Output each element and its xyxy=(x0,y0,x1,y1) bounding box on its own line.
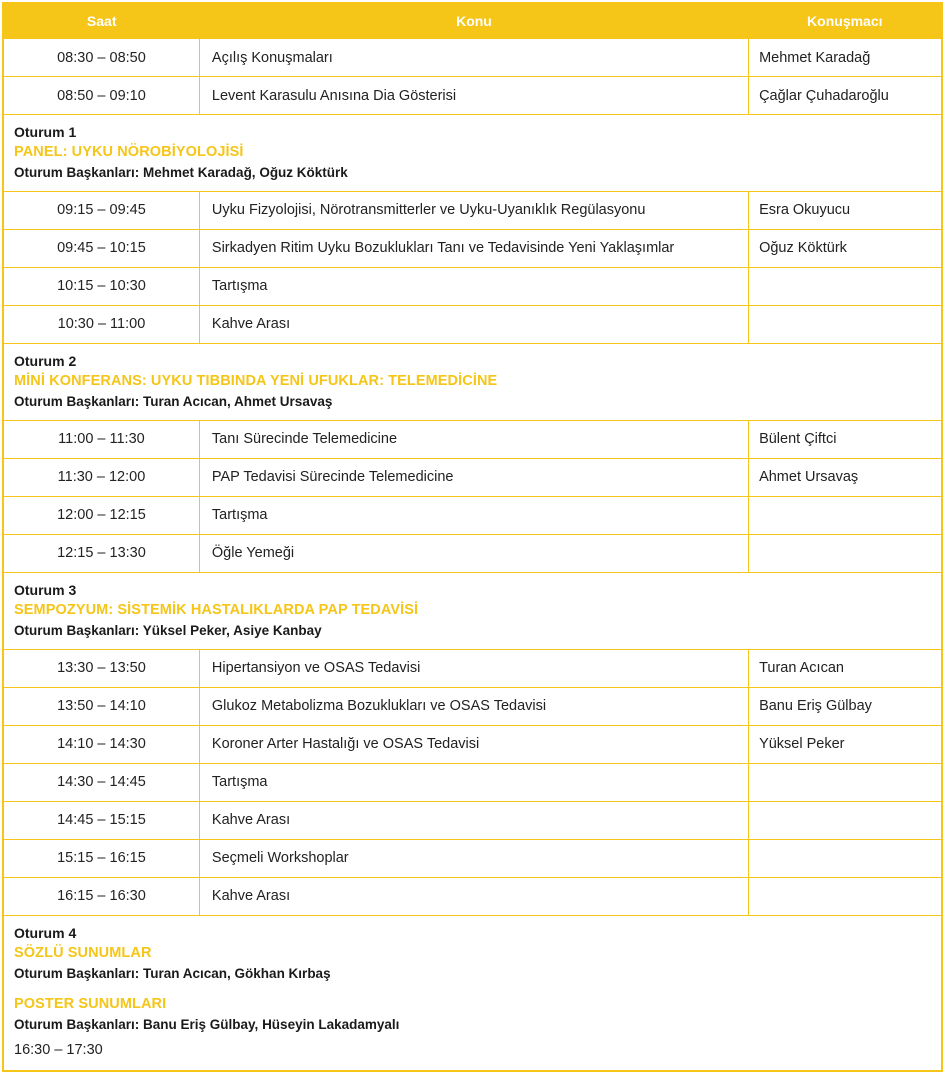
cell-time: 14:30 – 14:45 xyxy=(3,763,199,801)
table-header xyxy=(3,3,942,39)
session-number: Oturum 4 xyxy=(14,924,77,941)
cell-time: 11:30 – 12:00 xyxy=(3,458,199,496)
session-spacer xyxy=(14,984,931,994)
cell-speaker: Yüksel Peker xyxy=(749,725,942,763)
table-row xyxy=(3,39,942,77)
session-number: Oturum 2 xyxy=(14,352,77,369)
cell-time: 15:15 – 16:15 xyxy=(3,839,199,877)
session-chairs-secondary: Oturum Başkanları: Banu Eriş Gülbay, Hüseyin Lakadamyalı xyxy=(14,1016,400,1032)
cell-topic: Tanı Sürecinde Telemedicine xyxy=(199,420,748,458)
table-row xyxy=(3,496,942,534)
cell-time: 14:45 – 15:15 xyxy=(3,801,199,839)
cell-time: 16:15 – 16:30 xyxy=(3,877,199,915)
cell-speaker: Çağlar Çuhadaroğlu xyxy=(749,77,942,115)
session-header-cell xyxy=(3,572,942,649)
cell-time: 09:15 – 09:45 xyxy=(3,191,199,229)
table-row xyxy=(3,839,942,877)
cell-time: 12:00 – 12:15 xyxy=(3,496,199,534)
session-title: SÖZLÜ SUNUMLAR xyxy=(14,944,152,961)
column-header-time: Saat xyxy=(3,3,199,39)
cell-time: 08:50 – 09:10 xyxy=(3,77,199,115)
cell-topic: Kahve Arası xyxy=(199,877,748,915)
cell-topic: Sirkadyen Ritim Uyku Bozuklukları Tanı ve Tedavisinde Yeni Yaklaşımlar xyxy=(199,229,748,267)
session-chairs: Oturum Başkanları: Mehmet Karadağ, Oğuz Köktürk xyxy=(14,165,348,181)
table-row xyxy=(3,305,942,343)
table-row xyxy=(3,801,942,839)
cell-time: 13:50 – 14:10 xyxy=(3,687,199,725)
session-header-cell xyxy=(3,343,942,420)
cell-topic: Glukoz Metabolizma Bozuklukları ve OSAS Tedavisi xyxy=(199,687,748,725)
cell-time: 11:00 – 11:30 xyxy=(3,420,199,458)
cell-topic: Levent Karasulu Anısına Dia Gösterisi xyxy=(199,77,748,115)
cell-speaker: Esra Okuyucu xyxy=(749,191,942,229)
cell-speaker: Banu Eriş Gülbay xyxy=(749,687,942,725)
table-row xyxy=(3,534,942,572)
cell-speaker xyxy=(749,534,942,572)
cell-topic: Tartışma xyxy=(199,763,748,801)
session-time: 16:30 – 17:30 xyxy=(14,1042,103,1059)
cell-time: 08:30 – 08:50 xyxy=(3,39,199,77)
session-title: MİNİ KONFERANS: UYKU TIBBINDA YENİ UFUKLAR: TELEMEDİCİNE xyxy=(14,373,498,390)
cell-time: 13:30 – 13:50 xyxy=(3,649,199,687)
session-header-cell xyxy=(3,915,942,1071)
cell-topic: Tartışma xyxy=(199,496,748,534)
table-row xyxy=(3,725,942,763)
session-chairs: Oturum Başkanları: Yüksel Peker, Asiye Kanbay xyxy=(14,623,322,639)
cell-speaker xyxy=(749,839,942,877)
schedule-table xyxy=(2,2,943,1072)
schedule-page xyxy=(0,2,945,1072)
table-row xyxy=(3,229,942,267)
cell-topic: Koroner Arter Hastalığı ve OSAS Tedavisi xyxy=(199,725,748,763)
cell-topic: Uyku Fizyolojisi, Nörotransmitterler ve Uyku-Uyanıklık Regülasyonu xyxy=(199,191,748,229)
session-title-secondary: POSTER SUNUMLARI xyxy=(14,995,167,1012)
table-row xyxy=(3,191,942,229)
cell-speaker xyxy=(749,801,942,839)
cell-time: 10:30 – 11:00 xyxy=(3,305,199,343)
session-header-row xyxy=(3,572,942,649)
table-row xyxy=(3,267,942,305)
cell-time: 10:15 – 10:30 xyxy=(3,267,199,305)
header-row xyxy=(3,3,942,39)
cell-time: 14:10 – 14:30 xyxy=(3,725,199,763)
session-header-row xyxy=(3,915,942,1071)
cell-time: 09:45 – 10:15 xyxy=(3,229,199,267)
session-chairs: Oturum Başkanları: Turan Acıcan, Gökhan Kırbaş xyxy=(14,965,331,981)
cell-speaker: Mehmet Karadağ xyxy=(749,39,942,77)
cell-topic: Tartışma xyxy=(199,267,748,305)
table-row xyxy=(3,687,942,725)
cell-speaker xyxy=(749,763,942,801)
cell-speaker: Turan Acıcan xyxy=(749,649,942,687)
cell-topic: Açılış Konuşmaları xyxy=(199,39,748,77)
session-chairs: Oturum Başkanları: Turan Acıcan, Ahmet Ursavaş xyxy=(14,394,333,410)
table-body xyxy=(3,39,942,1071)
cell-speaker: Ahmet Ursavaş xyxy=(749,458,942,496)
cell-speaker: Oğuz Köktürk xyxy=(749,229,942,267)
session-number: Oturum 1 xyxy=(14,124,77,140)
session-header-cell xyxy=(3,115,942,192)
session-number: Oturum 3 xyxy=(14,581,77,598)
table-row xyxy=(3,77,942,115)
cell-speaker xyxy=(749,305,942,343)
cell-speaker xyxy=(749,496,942,534)
cell-topic: Seçmeli Workshoplar xyxy=(199,839,748,877)
session-header-row xyxy=(3,343,942,420)
cell-speaker xyxy=(749,877,942,915)
cell-speaker xyxy=(749,267,942,305)
cell-time: 12:15 – 13:30 xyxy=(3,534,199,572)
table-row xyxy=(3,649,942,687)
session-header-row xyxy=(3,115,942,192)
session-title: PANEL: UYKU NÖROBİYOLOJİSİ xyxy=(14,144,244,161)
cell-topic: Kahve Arası xyxy=(199,801,748,839)
table-row xyxy=(3,763,942,801)
column-header-speaker: Konuşmacı xyxy=(749,3,942,39)
cell-topic: Kahve Arası xyxy=(199,305,748,343)
cell-speaker: Bülent Çiftci xyxy=(749,420,942,458)
cell-topic: Hipertansiyon ve OSAS Tedavisi xyxy=(199,649,748,687)
table-row xyxy=(3,420,942,458)
column-header-topic: Konu xyxy=(199,3,748,39)
cell-topic: PAP Tedavisi Sürecinde Telemedicine xyxy=(199,458,748,496)
session-title: SEMPOZYUM: SİSTEMİK HASTALIKLARDA PAP TEDAVİSİ xyxy=(14,602,419,619)
table-row xyxy=(3,458,942,496)
table-row xyxy=(3,877,942,915)
cell-topic: Öğle Yemeği xyxy=(199,534,748,572)
